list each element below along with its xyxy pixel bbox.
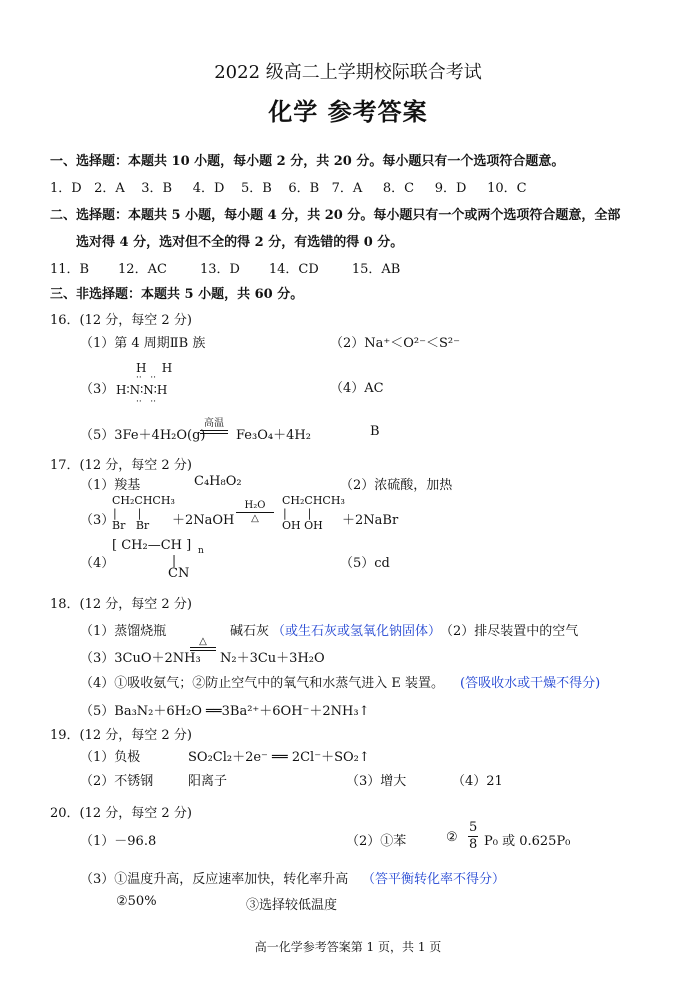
electron-formula-top-h: H H xyxy=(136,361,173,375)
polymer-bond: | xyxy=(172,553,177,567)
fraction-denominator: 8 xyxy=(469,837,478,852)
q20-answer-3: （3）①温度升高，反应速率加快，转化率升高 xyxy=(80,872,349,887)
condition-high-temp: 高温 xyxy=(204,418,224,429)
q18-answer-2: （2）排尽装置中的空气 xyxy=(440,624,579,639)
q19-answer-2b: 阳离子 xyxy=(188,774,228,789)
q17-answer-1-formula: C₄H₈O₂ xyxy=(194,474,242,489)
polymer-subscript-n: n xyxy=(198,546,204,556)
q18-answer-3-product: N₂＋3Cu＋3H₂O xyxy=(220,651,325,666)
section2-heading-line2: 选对得 4 分，选对但不全的得 2 分，有选错的得 0 分。 xyxy=(76,235,404,250)
q19-answer-2: （2）不锈钢 xyxy=(80,774,154,789)
q19-answer-1: （1）负极 xyxy=(80,750,141,765)
q16-answer-3-label: （3） xyxy=(80,382,115,397)
product-plus-nabr: ＋2NaBr xyxy=(342,513,399,528)
polymer-top: [ CH₂—CH ] xyxy=(112,538,192,553)
page-footer: 高一化学参考答案第 1 页，共 1 页 xyxy=(254,940,442,954)
q20-head: 20．(12 分，每空 2 分) xyxy=(50,806,192,821)
q16-answer-2: （2）Na⁺＜O²⁻＜S²⁻ xyxy=(330,336,460,351)
q20-answer-2: （2）①苯 xyxy=(346,834,407,849)
q16-answer-5b: B xyxy=(370,424,380,439)
q17-answer-5: （5）cd xyxy=(340,556,390,571)
q19-answer-1b: SO₂Cl₂＋2e⁻ ══ 2Cl⁻＋SO₂↑ xyxy=(188,750,370,765)
equation-condition xyxy=(200,414,228,434)
section1-answers: 1．D 2．A 3．B 4．D 5．B 6．B 7．A 8．C 9．D 10．C xyxy=(50,181,527,196)
q18-answer-4: （4）①吸收氨气；②防止空气中的氧气和水蒸气进入 E 装置。 xyxy=(80,676,445,691)
q18-answer-3: （3）3CuO＋2NH₃ xyxy=(80,651,201,666)
product-bonds: | | xyxy=(283,507,312,520)
section3-heading: 三、非选择题：本题共 5 小题，共 60 分。 xyxy=(50,287,304,302)
product-bottom: OH OH xyxy=(282,519,323,532)
product-top: CH₂CHCH₃ xyxy=(282,494,345,507)
q17-answer-2: （2）浓硫酸，加热 xyxy=(340,478,453,493)
reactant-top: CH₂CHCH₃ xyxy=(112,494,175,507)
q16-answer-1: （1）第 4 周期ⅡB 族 xyxy=(80,336,206,351)
section2-answers: 11．B 12．AC 13．D 14．CD 15．AB xyxy=(50,262,401,277)
electron-formula xyxy=(114,361,204,411)
q18-equation-condition xyxy=(190,636,216,651)
equals-sign xyxy=(190,647,216,651)
reactant-bonds: | | xyxy=(113,507,142,520)
q17-answer-3-label: （3） xyxy=(80,513,115,528)
q18-answer-4-note: (答吸收水或干燥不得分) xyxy=(460,676,601,691)
reaction-arrow xyxy=(236,500,274,524)
electron-formula-main: H∶N∶N∶H xyxy=(116,383,168,397)
q18-answer-1b-note: （或生石灰或氢氧化钠固体） xyxy=(272,624,442,639)
equals-sign xyxy=(200,430,228,434)
q19-head: 19．(12 分，每空 2 分) xyxy=(50,728,192,743)
arrow-condition-bottom: △ xyxy=(251,513,259,524)
q16-answer-4: （4）AC xyxy=(330,381,384,396)
q17-answer-1: （1）羧基 xyxy=(80,478,141,493)
electron-formula-dots-top: ·· ·· xyxy=(136,373,157,383)
q18-answer-5: （5）Ba₃N₂＋6H₂O ══3Ba²⁺＋6OH⁻＋2NH₃↑ xyxy=(80,704,370,719)
fraction-numerator: 5 xyxy=(469,820,478,835)
q19-answer-3: （3）增大 xyxy=(346,774,407,789)
q20-answer-1: （1）－96.8 xyxy=(80,834,157,849)
q17-answer-4-label: （4） xyxy=(80,556,115,571)
fraction-five-eighths xyxy=(468,820,478,853)
q20-answer-3c: ③选择较低温度 xyxy=(246,898,338,913)
q16-head: 16．(12 分，每空 2 分) xyxy=(50,313,192,328)
answer-key-title: 化学 参考答案 xyxy=(268,97,428,126)
reactant-bottom: Br Br xyxy=(112,519,150,532)
q18-answer-1: （1）蒸馏烧瓶 xyxy=(80,624,167,639)
polymer-bottom: CN xyxy=(168,566,190,581)
exam-title: 2022 级高二上学期校际联合考试 xyxy=(214,62,482,83)
arrow-condition-top: H₂O xyxy=(244,500,266,511)
q19-answer-4: （4）21 xyxy=(452,774,503,789)
q20-answer-2b-tail: P₀ 或 0.625P₀ xyxy=(484,834,571,849)
section1-heading: 一、选择题：本题共 10 小题，每小题 2 分，共 20 分。每小题只有一个选项符合题意。 xyxy=(50,154,565,169)
reactant-plus-naoh: ＋2NaOH xyxy=(172,513,235,528)
q20-answer-3b: ②50% xyxy=(116,894,157,909)
section2-heading-line1: 二、选择题：本题共 5 小题，每小题 4 分，共 20 分。每小题只有一个或两个选项符合题意，全部 xyxy=(50,208,621,223)
heat-symbol: △ xyxy=(199,636,207,647)
q18-head: 18．(12 分，每空 2 分) xyxy=(50,597,192,612)
q20-answer-2b-label: ② xyxy=(446,830,458,845)
q18-answer-1b: 碱石灰 xyxy=(230,624,270,639)
q16-answer-5-product: Fe₃O₄＋4H₂ xyxy=(236,428,311,443)
q20-answer-3-note: （答平衡转化率不得分） xyxy=(362,872,506,887)
q17-head: 17．(12 分，每空 2 分) xyxy=(50,458,192,473)
q16-answer-5: （5）3Fe＋4H₂O(g) xyxy=(80,428,206,443)
electron-formula-dots-bottom: ·· ·· xyxy=(136,397,157,407)
